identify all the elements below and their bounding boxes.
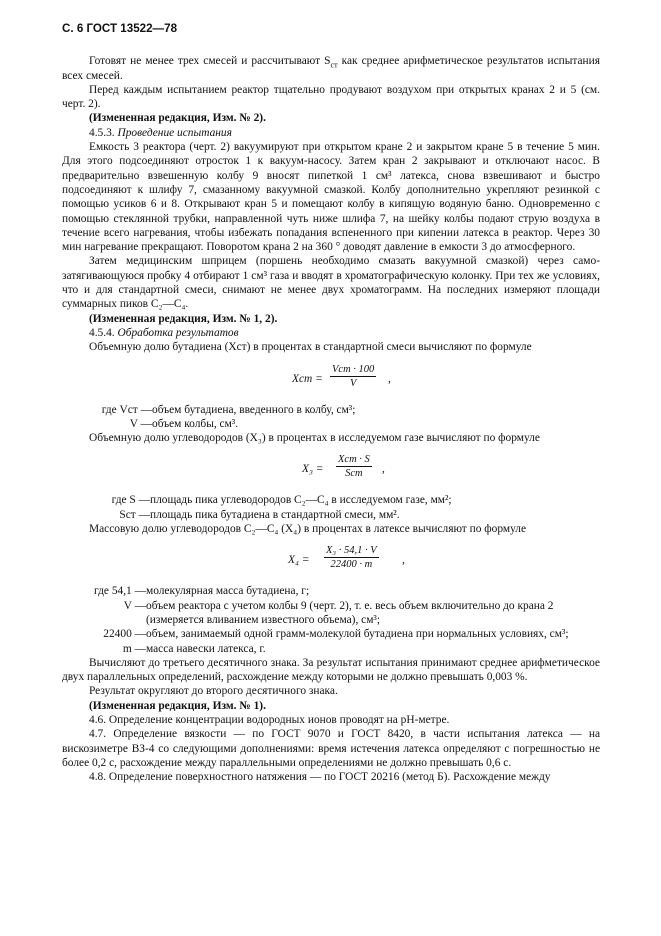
formula-fraction — [324, 544, 379, 571]
definition-row — [62, 599, 600, 628]
definitions-1 — [62, 403, 600, 432]
definition-row — [62, 508, 600, 522]
paragraph-rounding: Результат округляют до второго десятичного знака. — [89, 685, 338, 698]
definition-row — [62, 493, 600, 507]
subscript: ст — [330, 60, 338, 70]
formula-comma: , — [382, 463, 385, 476]
formula-3 — [62, 536, 600, 584]
definition-term: где 54,1 — — [94, 585, 146, 598]
formula-2 — [62, 445, 600, 493]
definition-desc: площадь пика углеводородов С₂—С₄ в исследуемом газе, мм²; — [150, 494, 452, 507]
edition-note-3: (Измененная редакция, Изм. № 1). — [89, 699, 266, 712]
formula-comma: , — [388, 372, 391, 385]
formula-numerator: Xст · S — [338, 454, 370, 466]
formula-denominator: Sст — [345, 468, 363, 480]
paragraph-procedure: Емкость 3 реактора (черт. 2) вакуумируют при открытом кране 2 и закрытом кране 5 в течение 5 мин. Для этого подсоединяют отросток 1 к вакуум-насосу. Затем кран 2 закрывают и отключают насос. В предварительно взвешенную колбу 9 вносят пипеткой 1 см³ латекса, снова взвешивают и быстро подсоединяют к шлифу 7, смазанному вакуумной смазкой. Колбу дополнительно укрепляют резинкой с помощью усиков 6 и 8. Открывают кран 5 и помещают колбу в кипящую водяную баню. Одновременно с помощью стеклянной трубки, направленной чуть ниже шлифа 7, на шейку колбы подают струю воздуха в течение всего нагревания, чтобы избежать попадания вспененного при кипении латекса в реактор. Через 30 мин нагревание прекращают. Поворотом крана 2 на 360 ° доводят давление в емкости 3 до атмосферного. — [62, 141, 600, 254]
section-4-5-4 — [89, 326, 600, 340]
paragraph-formula-2-intro: Объемную долю углеводородов (X₃) в процентах в исследуемом газе вычисляют по формуле — [89, 432, 540, 445]
page-header: С. 6 ГОСТ 13522—78 — [62, 22, 178, 35]
paragraph-smeси — [62, 54, 600, 83]
paragraph-purge: Перед каждым испытанием реактор тщательно продувают воздухом при открытых кранах 2 и 5 (см. черт. 2). — [62, 83, 600, 111]
paragraph-4-7: 4.7. Определение вязкости — по ГОСТ 9070 и ГОСТ 8420, в части испытания латекса — на вискозиметре ВЗ-4 со следующими дополнениями: время истечения латекса определяют с погрешностью не более 0,2 с, расхождение между параллельными определениями не должно превышать 0,6 с. — [62, 728, 600, 769]
formula-denominator: 22400 · m — [330, 559, 373, 571]
definition-desc: объем колбы, см³. — [152, 417, 239, 430]
section-number: 4.5.3. — [89, 126, 115, 139]
paragraph-syringe: Затем медицинским шприцем (поршень необходимо смазать вакуумной смазкой) через само-затягивающуюся пробку 4 отбирают 1 см³ газа и вводят в хроматографическую колонку. При тех же условиях, что и для стандартной смеси, снимают не менее двух хроматограмм. На последних измеряют площади суммарных пиков С₂—С₄. — [62, 255, 600, 311]
section-4-5-3 — [89, 126, 600, 140]
formula-fraction — [330, 363, 376, 390]
definition-term: где Vст — — [101, 403, 152, 416]
formula-lhs: X₄ = — [288, 554, 310, 567]
document-page — [62, 22, 600, 784]
paragraph-4-6: 4.6. Определение концентрации водородных ионов проводят на pH-метре. — [89, 713, 450, 726]
paragraph-formula-1-intro: Объемную долю бутадиена (Xст) в процентах в стандартной смеси вычисляют по формуле — [89, 341, 532, 354]
definition-row — [62, 584, 600, 598]
section-title: Обработка результатов — [117, 326, 239, 339]
section-number: 4.5.4. — [89, 326, 115, 339]
paragraph-precision: Вычисляют до третьего десятичного знака. За результат испытания принимают среднее арифметическое двух параллельных определений, расхождение между которыми не должно превышать 0,003 %. — [62, 656, 600, 684]
definition-term: V — — [123, 599, 146, 612]
paragraph-4-8: 4.8. Определение поверхностного натяжения — по ГОСТ 20216 (метод Б). Расхождение между — [89, 771, 551, 784]
definition-desc: масса навески латекса, г. — [146, 642, 266, 655]
formula-fraction — [336, 453, 372, 480]
definition-term: V — — [129, 417, 152, 430]
formula-comma: , — [402, 554, 405, 567]
paragraph-formula-3-intro: Массовую долю углеводородов С₂—С₄ (X₄) в процентах в латексе вычисляют по формуле — [89, 523, 527, 536]
definition-desc: объем бутадиена, введенного в колбу, см³; — [152, 403, 356, 416]
definition-desc: площадь пика бутадиена в стандартной смеси, мм². — [150, 508, 400, 521]
edition-note-1: (Измененная редакция, Изм. № 2). — [89, 112, 266, 125]
definition-desc: объем реактора с учетом колбы 9 (черт. 2), т. е. весь объем включительно до крана 2 (измеряется вливанием известного объема), см³; — [146, 599, 554, 626]
text-fragment: как среднее арифметическое результатов испытания всех смесей. — [62, 55, 600, 82]
definition-row — [62, 642, 600, 656]
definition-term: Sст — — [119, 508, 150, 521]
formula-lhs: X₃ = — [302, 463, 324, 476]
definition-row — [62, 403, 600, 417]
formula-1 — [62, 355, 600, 403]
definition-desc: объем, занимаемый одной грамм-молекулой бутадиена при нормальных условиях, см³; — [146, 628, 569, 641]
text-fragment: Готовят не менее трех смесей и рассчитывают S — [89, 55, 331, 68]
formula-numerator: X₃ · 54,1 · V — [326, 545, 377, 557]
definition-row — [62, 417, 600, 431]
section-title: Проведение испытания — [117, 126, 232, 139]
definition-row — [62, 627, 600, 641]
edition-note-2: (Измененная редакция, Изм. № 1, 2). — [89, 312, 278, 325]
formula-denominator: V — [349, 377, 357, 389]
definition-term: 22400 — — [103, 628, 146, 641]
formula-numerator: Vст · 100 — [332, 363, 375, 375]
definition-term: где S — — [111, 494, 150, 507]
definition-desc: молекулярная масса бутадиена, г; — [146, 585, 310, 598]
definitions-2 — [62, 493, 600, 522]
formula-lhs: Xст = — [292, 372, 323, 385]
definitions-3 — [62, 584, 600, 655]
definition-term: m — — [122, 642, 146, 655]
